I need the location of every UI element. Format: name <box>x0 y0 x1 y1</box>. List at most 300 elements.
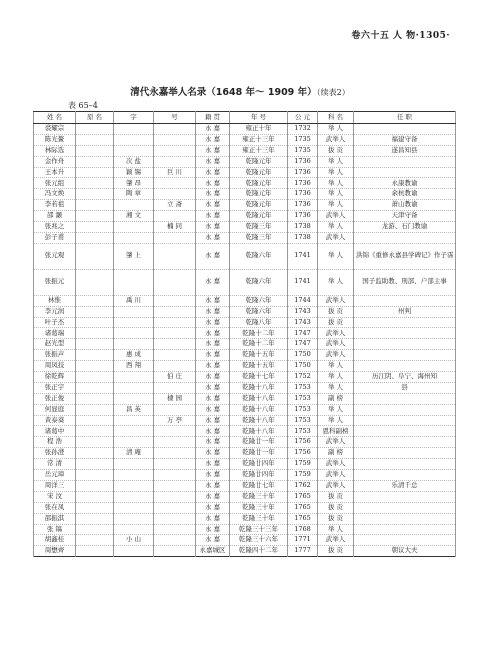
cell-ad-year: 1771 <box>288 535 318 546</box>
cell-name: 张元观 <box>34 243 76 269</box>
cell-reign-year: 乾隆十八年 <box>230 404 288 415</box>
cell-original-name <box>76 306 114 317</box>
cell-reign-year: 雍正十年 <box>230 124 288 135</box>
cell-post <box>354 167 456 178</box>
cell-exam-title: 武举人 <box>318 211 354 222</box>
cell-art-name <box>154 211 196 222</box>
cell-ad-year: 1752 <box>288 372 318 383</box>
table-row <box>34 393 456 404</box>
cell-original-name <box>76 415 114 426</box>
cell-native-place: 永嘉城区 <box>196 546 230 557</box>
cell-native-place: 永 嘉 <box>196 372 230 383</box>
cell-original-name <box>76 426 114 437</box>
cell-post <box>354 426 456 437</box>
cell-original-name <box>76 437 114 448</box>
cell-courtesy-name: 小 山 <box>114 535 154 546</box>
table-row <box>34 156 456 167</box>
cell-reign-year: 乾隆十八年 <box>230 415 288 426</box>
table-row <box>34 491 456 502</box>
cell-art-name <box>154 361 196 372</box>
cell-courtesy-name: 昌 英 <box>114 404 154 415</box>
cell-native-place: 永 嘉 <box>196 470 230 481</box>
cell-exam-title: 恩科副榜 <box>318 426 354 437</box>
cell-name: 叶子杰 <box>34 317 76 328</box>
cell-courtesy-name <box>114 437 154 448</box>
table-row <box>34 426 456 437</box>
cell-exam-title: 举 人 <box>318 124 354 135</box>
cell-post: 余杭教谕 <box>354 189 456 200</box>
cell-name: 金作舟 <box>34 156 76 167</box>
cell-post <box>354 437 456 448</box>
cell-exam-title: 举 人 <box>318 167 354 178</box>
cell-art-name <box>154 502 196 513</box>
cell-native-place: 永 嘉 <box>196 232 230 243</box>
cell-reign-year: 乾隆元年 <box>230 156 288 167</box>
cell-courtesy-name <box>114 200 154 211</box>
cell-name: 张 镐 <box>34 524 76 535</box>
cell-art-name <box>154 295 196 306</box>
cell-exam-title: 拔 贡 <box>318 306 354 317</box>
cell-post: 国子监助教、刑部、户部主事 <box>354 269 456 295</box>
cell-name: 张正宇 <box>34 382 76 393</box>
cell-art-name: 伯 庄 <box>154 372 196 383</box>
table-id: 表 65–4 <box>68 101 98 110</box>
cell-reign-year: 乾隆三年 <box>230 232 288 243</box>
cell-ad-year: 1736 <box>288 189 318 200</box>
cell-reign-year: 乾隆三十六年 <box>230 535 288 546</box>
cell-exam-title: 拔 贡 <box>318 546 354 557</box>
cell-post <box>354 350 456 361</box>
cell-post <box>354 415 456 426</box>
cell-exam-title: 拔 贡 <box>318 317 354 328</box>
cell-name: 徐乾辉 <box>34 372 76 383</box>
cell-exam-title: 武举人 <box>318 459 354 470</box>
cell-post <box>354 513 456 524</box>
cell-name: 冯文焕 <box>34 189 76 200</box>
cell-reign-year: 乾隆廿四年 <box>230 459 288 470</box>
cell-original-name <box>76 232 114 243</box>
cell-reign-year: 乾隆六年 <box>230 306 288 317</box>
cell-exam-title: 武举人 <box>318 350 354 361</box>
col-header-reign-year: 年 号 <box>230 112 288 124</box>
cell-original-name <box>76 491 114 502</box>
cell-original-name <box>76 317 114 328</box>
cell-ad-year: 1756 <box>288 448 318 459</box>
cell-post <box>354 232 456 243</box>
cell-post <box>354 124 456 135</box>
cell-post: 天津守备 <box>354 211 456 222</box>
col-header-courtesy-name: 字 <box>114 112 154 124</box>
table-row <box>34 328 456 339</box>
table-row <box>34 134 456 145</box>
cell-reign-year: 乾隆元年 <box>230 178 288 189</box>
table-row <box>34 222 456 233</box>
cell-exam-title: 武举人 <box>318 480 354 491</box>
cell-reign-year: 乾隆廿一年 <box>230 437 288 448</box>
cell-post <box>354 317 456 328</box>
cell-art-name <box>154 437 196 448</box>
cell-name: 林惟 <box>34 295 76 306</box>
col-header-name: 姓 名 <box>34 112 76 124</box>
cell-exam-title: 副 榜 <box>318 393 354 404</box>
cell-exam-title: 副 榜 <box>318 448 354 459</box>
cell-original-name <box>76 513 114 524</box>
cell-name: 常 清 <box>34 459 76 470</box>
cell-exam-title: 武举人 <box>318 232 354 243</box>
cell-post: 县 <box>354 382 456 393</box>
cell-name: 林际选 <box>34 145 76 156</box>
cell-reign-year: 乾隆六年 <box>230 269 288 295</box>
cell-name: 张振元 <box>34 269 76 295</box>
cell-courtesy-name <box>114 459 154 470</box>
col-header-art-name: 号 <box>154 112 196 124</box>
table-row <box>34 470 456 481</box>
table-row <box>34 243 456 269</box>
table-row <box>34 167 456 178</box>
cell-post <box>354 535 456 546</box>
cell-exam-title: 举 人 <box>318 415 354 426</box>
cell-art-name <box>154 491 196 502</box>
cell-post <box>354 491 456 502</box>
cell-reign-year: 乾隆三十年 <box>230 513 288 524</box>
cell-name: 黄泰葵 <box>34 415 76 426</box>
cell-ad-year: 1753 <box>288 393 318 404</box>
cell-post <box>354 404 456 415</box>
cell-original-name <box>76 524 114 535</box>
cell-native-place: 永 嘉 <box>196 393 230 404</box>
table-row <box>34 382 456 393</box>
table-row <box>34 513 456 524</box>
cell-reign-year: 乾隆三年 <box>230 222 288 233</box>
cell-native-place: 永 嘉 <box>196 448 230 459</box>
cell-ad-year: 1736 <box>288 178 318 189</box>
cell-original-name <box>76 200 114 211</box>
cell-art-name <box>154 317 196 328</box>
cell-exam-title: 武举人 <box>318 535 354 546</box>
cell-reign-year: 乾隆十八年 <box>230 426 288 437</box>
cell-name: 赵光型 <box>34 339 76 350</box>
cell-native-place: 永 嘉 <box>196 426 230 437</box>
cell-post: 历江阴、阜宁、海州知 <box>354 372 456 383</box>
cell-art-name: 楠 同 <box>154 222 196 233</box>
cell-exam-title: 武举人 <box>318 328 354 339</box>
cell-reign-year: 雍正十三年 <box>230 134 288 145</box>
cell-exam-title: 举 人 <box>318 200 354 211</box>
cell-courtesy-name <box>114 306 154 317</box>
cell-native-place: 永 嘉 <box>196 167 230 178</box>
cell-native-place: 永 嘉 <box>196 295 230 306</box>
cell-courtesy-name <box>114 502 154 513</box>
table-row <box>34 535 456 546</box>
cell-exam-title: 拔 贡 <box>318 513 354 524</box>
cell-art-name <box>154 339 196 350</box>
cell-exam-title: 拔 贡 <box>318 502 354 513</box>
cell-native-place: 永 嘉 <box>196 211 230 222</box>
cell-original-name <box>76 448 114 459</box>
cell-native-place: 永 嘉 <box>196 513 230 524</box>
table-row <box>34 339 456 350</box>
cell-name: 宋 汶 <box>34 491 76 502</box>
cell-ad-year: 1743 <box>288 306 318 317</box>
cell-native-place: 永 嘉 <box>196 502 230 513</box>
cell-name: 裘耀宗 <box>34 124 76 135</box>
cell-original-name <box>76 328 114 339</box>
cell-native-place: 永 嘉 <box>196 524 230 535</box>
cell-art-name <box>154 269 196 295</box>
cell-courtesy-name <box>114 339 154 350</box>
cell-name: 程 浩 <box>34 437 76 448</box>
cell-courtesy-name <box>114 415 154 426</box>
table-row <box>34 350 456 361</box>
cell-post: 遂昌知县 <box>354 145 456 156</box>
cell-post: 萧山教谕 <box>354 200 456 211</box>
cell-reign-year: 乾隆八年 <box>230 317 288 328</box>
table-row <box>34 189 456 200</box>
cell-ad-year: 1738 <box>288 232 318 243</box>
cell-art-name <box>154 470 196 481</box>
cell-original-name <box>76 382 114 393</box>
cell-reign-year: 乾隆十八年 <box>230 382 288 393</box>
cell-post <box>354 328 456 339</box>
cell-art-name: 万 亭 <box>154 415 196 426</box>
cell-post <box>354 295 456 306</box>
cell-courtesy-name: 次 盐 <box>114 156 154 167</box>
cell-courtesy-name <box>114 393 154 404</box>
cell-post: 乐清千总 <box>354 480 456 491</box>
cell-name: 诸葛瑞 <box>34 328 76 339</box>
cell-reign-year: 乾隆四十二年 <box>230 546 288 557</box>
cell-reign-year: 乾隆三十年 <box>230 502 288 513</box>
cell-courtesy-name: 湘 文 <box>114 211 154 222</box>
cell-original-name <box>76 243 114 269</box>
cell-original-name <box>76 134 114 145</box>
cell-reign-year: 乾隆廿四年 <box>230 470 288 481</box>
cell-exam-title: 武举人 <box>318 470 354 481</box>
cell-exam-title: 拔 贡 <box>318 145 354 156</box>
cell-original-name <box>76 480 114 491</box>
cell-courtesy-name <box>114 124 154 135</box>
cell-native-place: 永 嘉 <box>196 404 230 415</box>
cell-ad-year: 1765 <box>288 502 318 513</box>
cell-name: 岳元璋 <box>34 470 76 481</box>
cell-art-name <box>154 124 196 135</box>
cell-ad-year: 1741 <box>288 269 318 295</box>
cell-reign-year: 乾隆六年 <box>230 243 288 269</box>
cell-reign-year: 乾隆十八年 <box>230 393 288 404</box>
cell-art-name <box>154 350 196 361</box>
cell-post <box>354 361 456 372</box>
cell-ad-year: 1753 <box>288 426 318 437</box>
cell-art-name <box>154 134 196 145</box>
cell-name: 邵振淇 <box>34 513 76 524</box>
cell-native-place: 永 嘉 <box>196 350 230 361</box>
table-row <box>34 448 456 459</box>
cell-ad-year: 1732 <box>288 124 318 135</box>
cell-original-name <box>76 361 114 372</box>
cell-reign-year: 乾隆廿一年 <box>230 448 288 459</box>
cell-native-place: 永 嘉 <box>196 480 230 491</box>
cell-original-name <box>76 145 114 156</box>
cell-reign-year: 乾隆元年 <box>230 200 288 211</box>
cell-original-name <box>76 339 114 350</box>
cell-original-name <box>76 269 114 295</box>
cell-reign-year: 乾隆元年 <box>230 189 288 200</box>
cell-art-name <box>154 513 196 524</box>
table-row <box>34 546 456 557</box>
col-header-ad-year: 公 元 <box>288 112 318 124</box>
cell-reign-year: 乾隆三十年 <box>230 491 288 502</box>
cell-name: 何显庭 <box>34 404 76 415</box>
cell-original-name <box>76 189 114 200</box>
cell-native-place: 永 嘉 <box>196 382 230 393</box>
cell-art-name <box>154 178 196 189</box>
cell-native-place: 永 嘉 <box>196 269 230 295</box>
table-row <box>34 437 456 448</box>
cell-courtesy-name <box>114 145 154 156</box>
cell-art-name <box>154 546 196 557</box>
table-row <box>34 524 456 535</box>
cell-ad-year: 1747 <box>288 339 318 350</box>
cell-art-name <box>154 145 196 156</box>
cell-native-place: 永 嘉 <box>196 535 230 546</box>
cell-courtesy-name <box>114 382 154 393</box>
cell-exam-title: 武举人 <box>318 339 354 350</box>
col-header-exam-title: 科 名 <box>318 112 354 124</box>
table-row <box>34 480 456 491</box>
cell-reign-year: 乾隆元年 <box>230 167 288 178</box>
cell-name: 李若祖 <box>34 200 76 211</box>
cell-name: 彭子甫 <box>34 232 76 243</box>
cell-ad-year: 1736 <box>288 156 318 167</box>
cell-name: 周懋齊 <box>34 546 76 557</box>
cell-ad-year: 1765 <box>288 491 318 502</box>
cell-reign-year: 乾隆十二年 <box>230 328 288 339</box>
table-title-main: 清代永嘉举人名录（1648 年～ 1909 年） <box>130 87 317 98</box>
cell-art-name <box>154 426 196 437</box>
cell-ad-year: 1741 <box>288 243 318 269</box>
table-row <box>34 295 456 306</box>
cell-art-name <box>154 404 196 415</box>
cell-exam-title: 武举人 <box>318 295 354 306</box>
cell-reign-year: 乾隆十五年 <box>230 361 288 372</box>
cell-courtesy-name <box>114 546 154 557</box>
cell-original-name <box>76 295 114 306</box>
table-title <box>0 84 480 98</box>
cell-exam-title: 举 人 <box>318 361 354 372</box>
cell-native-place: 永 嘉 <box>196 459 230 470</box>
cell-courtesy-name: 颖 锡 <box>114 167 154 178</box>
table-row <box>34 178 456 189</box>
cell-exam-title: 举 人 <box>318 269 354 295</box>
cell-ad-year: 1753 <box>288 415 318 426</box>
cell-ad-year: 1750 <box>288 350 318 361</box>
table-row <box>34 306 456 317</box>
cell-ad-year: 1753 <box>288 382 318 393</box>
cell-name: 张振声 <box>34 350 76 361</box>
cell-name: 张元组 <box>34 178 76 189</box>
cell-native-place: 永 嘉 <box>196 306 230 317</box>
cell-courtesy-name <box>114 372 154 383</box>
cell-ad-year: 1743 <box>288 317 318 328</box>
cell-reign-year: 雍正十三年 <box>230 145 288 156</box>
cell-native-place: 永 嘉 <box>196 328 230 339</box>
cell-courtesy-name: 西 翔 <box>114 361 154 372</box>
cell-art-name <box>154 382 196 393</box>
cell-native-place: 永 嘉 <box>196 361 230 372</box>
cell-ad-year: 1759 <box>288 459 318 470</box>
cell-courtesy-name <box>114 524 154 535</box>
cell-native-place: 永 嘉 <box>196 124 230 135</box>
cell-courtesy-name <box>114 317 154 328</box>
cell-courtesy-name: 肇 昂 <box>114 178 154 189</box>
cell-native-place: 永 嘉 <box>196 134 230 145</box>
col-header-original-name: 原 名 <box>76 112 114 124</box>
cell-art-name <box>154 524 196 535</box>
cell-ad-year: 1738 <box>288 222 318 233</box>
cell-courtesy-name: 清 庵 <box>114 448 154 459</box>
cell-original-name <box>76 470 114 481</box>
cell-original-name <box>76 211 114 222</box>
cell-exam-title: 举 人 <box>318 404 354 415</box>
cell-courtesy-name: 陶 章 <box>114 189 154 200</box>
table-row <box>34 232 456 243</box>
cell-native-place: 永 嘉 <box>196 145 230 156</box>
col-header-post: 任 职 <box>354 112 456 124</box>
cell-name: 王本升 <box>34 167 76 178</box>
table-title-continued: （续表2） <box>316 88 350 97</box>
cell-native-place: 永 嘉 <box>196 200 230 211</box>
cell-exam-title: 举 人 <box>318 243 354 269</box>
cell-post: 福建守备 <box>354 134 456 145</box>
cell-courtesy-name: 肇 上 <box>114 243 154 269</box>
cell-reign-year: 乾隆十七年 <box>230 372 288 383</box>
cell-ad-year: 1744 <box>288 295 318 306</box>
cell-post <box>354 524 456 535</box>
cell-exam-title: 举 人 <box>318 222 354 233</box>
cell-courtesy-name: 禹 川 <box>114 295 154 306</box>
col-header-native-place: 籍 贯 <box>196 112 230 124</box>
cell-post <box>354 470 456 481</box>
cell-art-name: 巨 川 <box>154 167 196 178</box>
cell-original-name <box>76 178 114 189</box>
cell-original-name <box>76 222 114 233</box>
cell-reign-year: 乾隆三十三年 <box>230 524 288 535</box>
cell-original-name <box>76 156 114 167</box>
cell-post <box>354 448 456 459</box>
cell-original-name <box>76 404 114 415</box>
cell-art-name <box>154 156 196 167</box>
cell-name: 张孙澄 <box>34 448 76 459</box>
cell-post: 洪锦《重修永嘉县学碑记》作子霈 <box>354 243 456 269</box>
table-row <box>34 124 456 135</box>
cell-ad-year: 1753 <box>288 404 318 415</box>
cell-courtesy-name <box>114 513 154 524</box>
cell-name: 周凤技 <box>34 361 76 372</box>
cell-exam-title: 举 人 <box>318 178 354 189</box>
running-head: 卷六十五 人 物·1305· <box>351 31 450 41</box>
cell-ad-year: 1759 <box>288 470 318 481</box>
table-row <box>34 361 456 372</box>
table-row <box>34 372 456 383</box>
cell-native-place: 永 嘉 <box>196 243 230 269</box>
cell-courtesy-name: 惠 成 <box>114 350 154 361</box>
cell-exam-title: 举 人 <box>318 189 354 200</box>
cell-courtesy-name <box>114 470 154 481</box>
cell-post: 龙游、石门教谕 <box>354 222 456 233</box>
cell-native-place: 永 嘉 <box>196 178 230 189</box>
cell-name: 张兆之 <box>34 222 76 233</box>
cell-art-name <box>154 480 196 491</box>
